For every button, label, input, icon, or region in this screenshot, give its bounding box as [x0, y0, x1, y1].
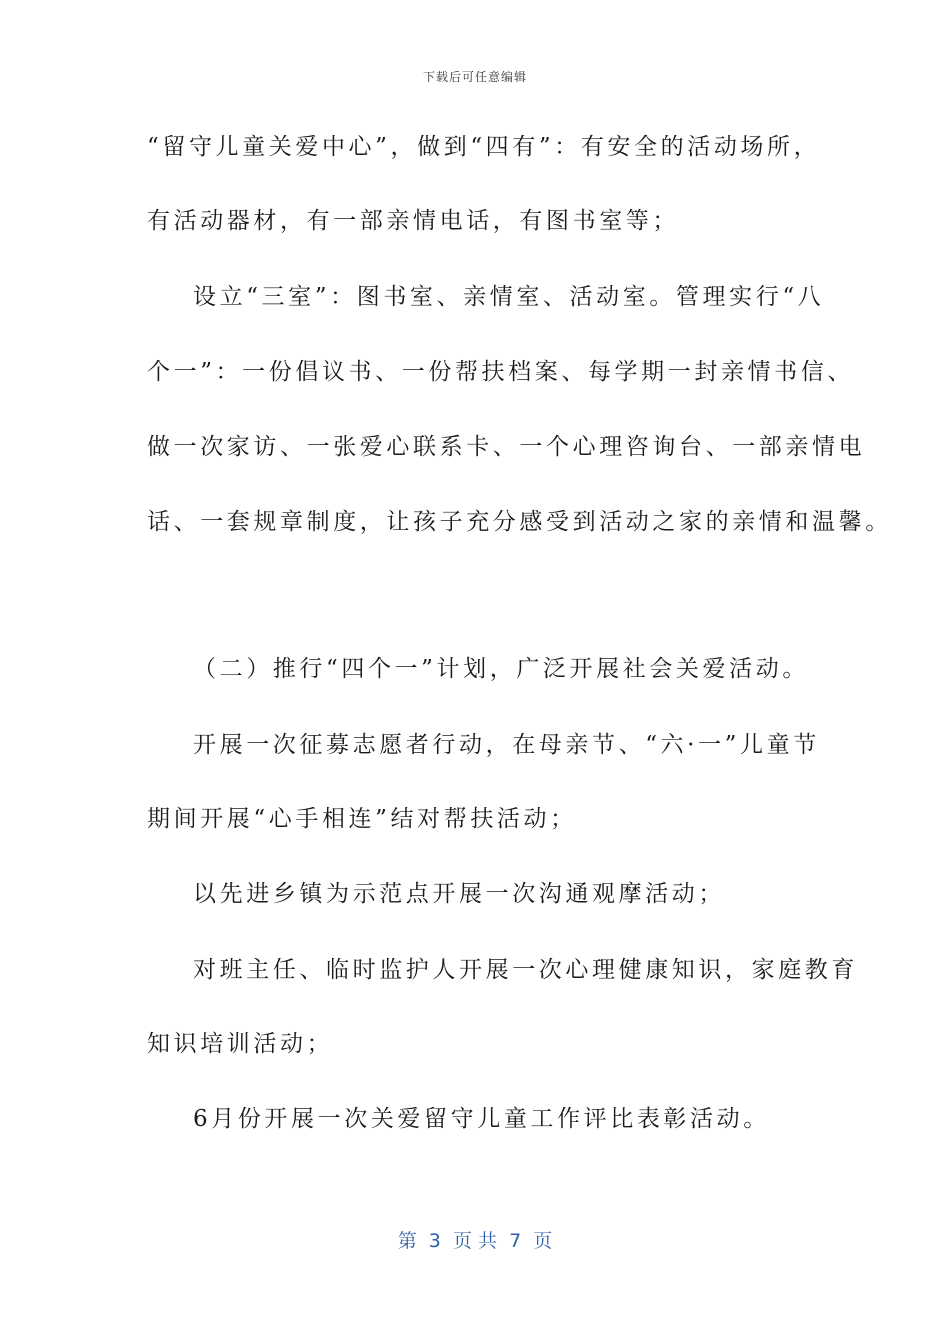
paragraph-line: 以先进乡镇为示范点开展一次沟通观摩活动； — [193, 881, 725, 907]
header-note: 下载后可任意编辑 — [422, 70, 527, 84]
section-heading: （二）推行“四个一”计划，广泛开展社会关爱活动。 — [193, 656, 809, 682]
page-number: 第 3 页 共 7 页 — [397, 1230, 553, 1252]
paragraph-line: 话、一套规章制度，让孩子充分感受到活动之家的亲情和温馨。 — [147, 509, 892, 535]
paragraph-line: “留守儿童关爱中心”，做到“四有”：有安全的活动场所， — [147, 134, 821, 160]
paragraph-line: 6月份开展一次关爱留守儿童工作评比表彰活动。 — [193, 1106, 770, 1132]
paragraph-line: 设立“三室”：图书室、亲情室、活动室。管理实行“八 — [193, 284, 825, 310]
paragraph-line: 对班主任、临时监护人开展一次心理健康知识，家庭教育 — [193, 957, 858, 983]
paragraph-line: 做一次家访、一张爱心联系卡、一个心理咨询台、一部亲情电 — [147, 434, 866, 460]
paragraph-line: 开展一次征募志愿者行动，在母亲节、“六·一”儿童节 — [193, 732, 820, 758]
paragraph-line: 知识培训活动； — [147, 1031, 334, 1057]
paragraph-line: 有活动器材，有一部亲情电话，有图书室等； — [147, 208, 679, 234]
paragraph-line: 个一”：一份倡议书、一份帮扶档案、每学期一封亲情书信、 — [147, 359, 854, 385]
paragraph-line: 期间开展“心手相连”结对帮扶活动； — [147, 806, 577, 832]
